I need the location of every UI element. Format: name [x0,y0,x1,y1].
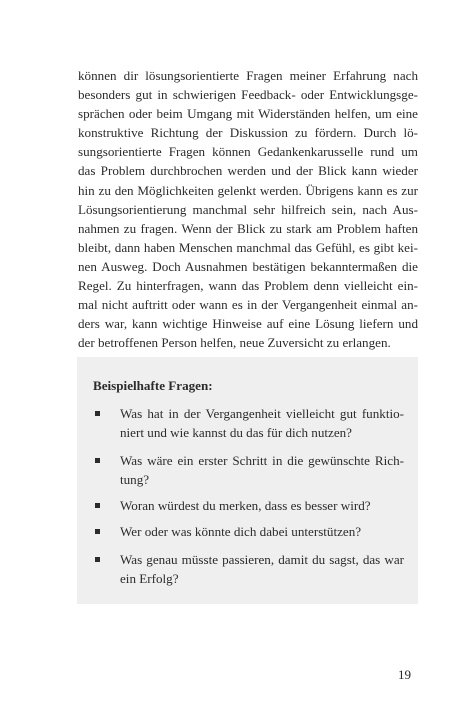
body-line: konstruktive Richtung der Diskussion zu fördern. Durch lö- [78,125,418,141]
question-text [120,451,404,489]
square-bullet-icon [95,557,100,562]
square-bullet-icon [95,529,100,534]
question-line: ein Erfolg? [120,571,179,587]
body-line: sungsorientierte Fragen können Gedankenkarusselle rund um [78,144,418,160]
example-questions-box [77,357,418,604]
page-number: 19 [398,667,412,682]
body-line: bleibt, dann haben Menschen manchmal das Gefühl, es gibt kei- [78,239,418,255]
question-text [120,522,404,541]
question-line: Wer oder was könnte dich dabei unterstützen? [120,524,362,539]
body-paragraph [78,66,418,352]
question-line: Was wäre ein erster Schritt in die gewünschte Rich- [120,453,404,468]
square-bullet-icon [95,503,100,508]
body-line: das Problem durchbrochen werden und der Blick kann wieder [78,163,418,179]
body-line: Regel. Zu hinterfragen, wann das Problem denn vielleicht ein- [78,278,418,294]
body-line: ders war, kann wichtige Hinweise auf eine Lösung liefern und [78,316,418,332]
body-line: der betroffenen Person helfen, neue Zuversicht zu erlangen. [78,335,391,351]
question-line: Woran würdest du merken, dass es besser wird? [120,498,371,513]
square-bullet-icon [95,458,100,463]
body-line: sprächen oder beim Umgang mit Widerständen helfen, um eine [78,106,418,122]
question-text [120,496,404,515]
box-heading: Beispielhafte Fragen: [93,378,213,393]
question-line: Was genau müsste passieren, damit du sagst, das war [120,552,404,567]
question-text [120,550,404,588]
square-bullet-icon [95,411,100,416]
question-line: Was hat in der Vergangenheit vielleicht gut funktio- [120,406,404,421]
body-line: besonders gut in schwierigen Feedback- oder Entwicklungsge- [78,87,418,103]
body-line: können dir lösungsorientierte Fragen meiner Erfahrung nach [78,68,418,83]
question-text [120,404,404,442]
question-line: niert und wie kannst du das für dich nutzen? [120,425,352,441]
question-line: tung? [120,472,150,488]
body-line: nahmen zu fragen. Wenn der Blick zu stark am Problem haften [78,220,418,236]
body-line: nen Ausweg. Doch Ausnahmen bestätigen bekanntermaßen die [78,258,418,274]
body-line: hin zu den Möglichkeiten gelenkt werden. Übrigens kann es zur [78,182,418,198]
body-line: mal nicht auftritt oder wann es in der Vergangenheit einmal an- [78,297,418,313]
body-line: Lösungsorientierung manchmal sehr hilfreich sein, nach Aus- [78,201,418,217]
